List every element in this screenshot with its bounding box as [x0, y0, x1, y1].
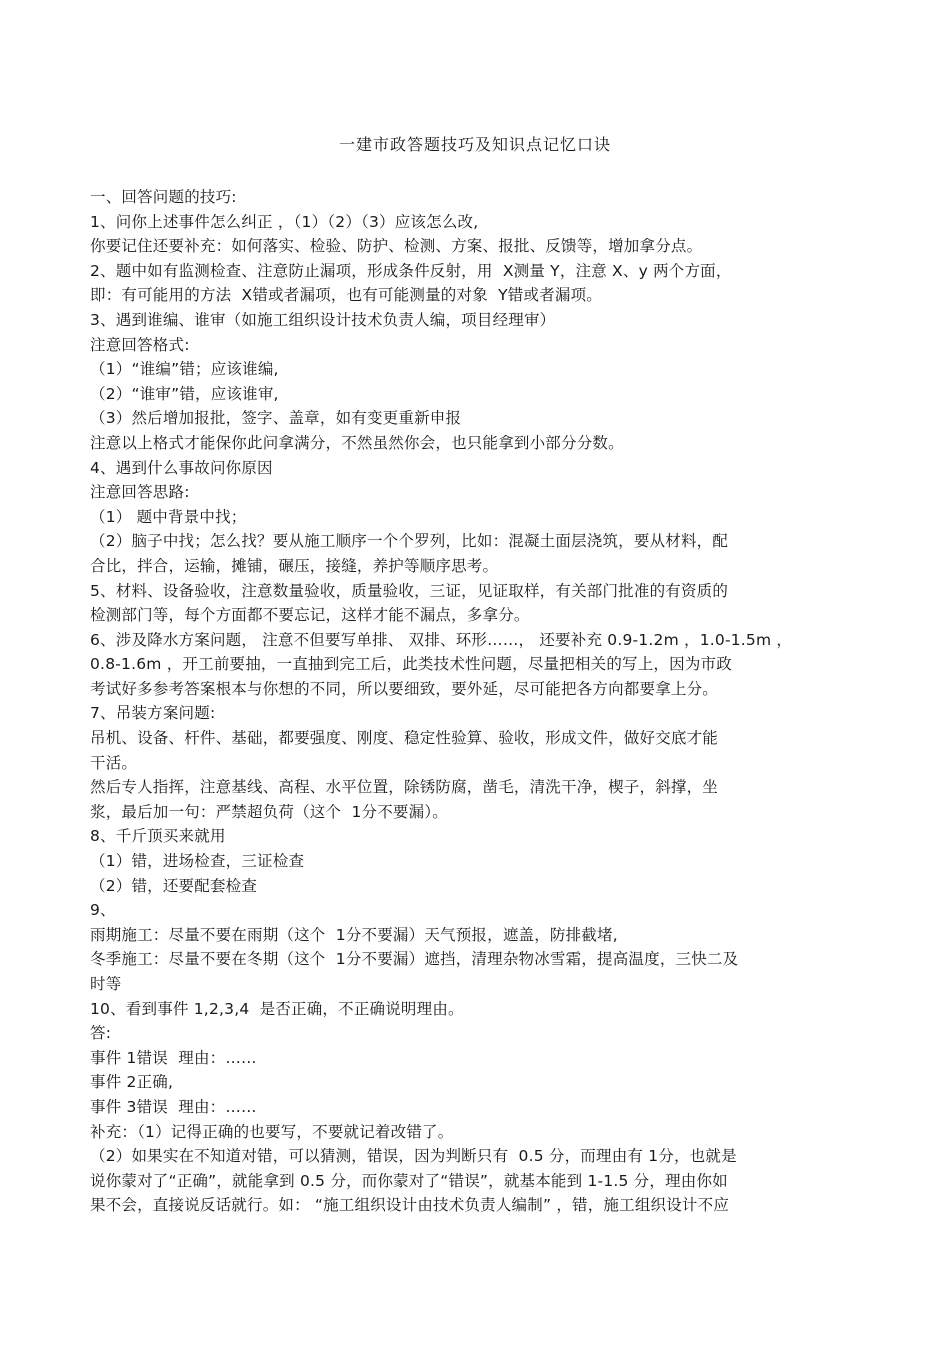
paragraph-line: 吊机、设备、杆件、基础，都要强度、刚度、稳定性验算、验收，形成文件，做好交底才能 [90, 729, 719, 748]
paragraph-line: 冬季施工：尽量不要在冬期（这个 1分不要漏）遮挡，清理杂物冰雪霜，提高温度，三快二及 [90, 950, 739, 969]
paragraph-line: 注意回答思路: [90, 483, 190, 502]
paragraph-line: 8、千斤顶买来就用 [90, 827, 226, 846]
paragraph-line: 然后专人指挥，注意基线、高程、水平位置，除锈防腐，凿毛，清洗干净，楔子，斜撑，坐 [90, 778, 719, 797]
paragraph-line: 事件 2正确, [90, 1073, 174, 1092]
paragraph-line: （2）错，还要配套检查 [90, 876, 258, 895]
paragraph-line: 6、涉及降水方案问题， 注意不但要写单排、 双排、环形……， 还要补充 0.9-1.2m ，1.0-1.5m ， [90, 630, 793, 649]
paragraph-line: 检测部门等，每个方面都不要忘记，这样才能不漏点，多拿分。 [90, 606, 530, 625]
paragraph-line: 干活。 [90, 753, 138, 772]
paragraph-line: （1）“谁编”错；应该谁编, [90, 360, 279, 379]
paragraph-line: 9、 [90, 901, 116, 920]
paragraph-line: 雨期施工：尽量不要在雨期（这个 1分不要漏）天气预报，遮盖，防排截堵, [90, 925, 618, 944]
paragraph-line: 7、吊装方案问题: [90, 704, 216, 723]
paragraph-line: 10、看到事件 1,2,3,4 是否正确，不正确说明理由。 [90, 999, 464, 1018]
paragraph-line: 即：有可能用的方法 X错或者漏项，也有可能测量的对象 Y错或者漏项。 [90, 286, 602, 305]
paragraph-line: （2）“谁审”错，应该谁审, [90, 384, 279, 403]
paragraph-line: 说你蒙对了“正确”，就能拿到 0.5 分，而你蒙对了“错误”，就基本能到 1-1.5 分，理由你如 [90, 1171, 728, 1190]
paragraph-line: （1）错，进场检查，三证检查 [90, 852, 305, 871]
paragraph-line: 一、回答问题的技巧: [90, 188, 237, 206]
paragraph-line: 时等 [90, 975, 122, 993]
paragraph-line: 事件 1错误 理由：…… [90, 1048, 257, 1067]
paragraph-line: 5、材料、设备验收，注意数量验收，质量验收，三证，见证取样，有关部门批准的有资质的 [90, 581, 729, 600]
document-body [90, 185, 870, 1218]
paragraph-line: 注意以上格式才能保你此问拿满分，不然虽然你会，也只能拿到小部分分数。 [90, 433, 624, 452]
paragraph-line: 合比，拌合，运输，摊铺，碾压，接缝，养护等顺序思考。 [90, 556, 499, 575]
paragraph-line: 补充：（1）记得正确的也要写，不要就记着改错了。 [90, 1122, 454, 1141]
document-title: 一建市政答题技巧及知识点记忆口诀 [338, 135, 611, 154]
paragraph-line: 你要记住还要补充：如何落实、检验、防护、检测、方案、报批、反馈等，增加拿分点。 [90, 237, 703, 256]
paragraph-line: 考试好多参考答案根本与你想的不同，所以要细致，要外延，尽可能把各方向都要拿上分。 [90, 679, 719, 698]
paragraph-line: （2）如果实在不知道对错，可以猜测，错误，因为判断只有 0.5 分，而理由有 1分，也就是 [90, 1147, 737, 1166]
paragraph-line: 注意回答格式: [90, 335, 190, 354]
paragraph-line: 4、遇到什么事故问你原因 [90, 458, 273, 477]
paragraph-line: 浆，最后加一句：严禁超负荷（这个 1分不要漏）。 [90, 802, 448, 821]
paragraph-line: 0.8-1.6m ，开工前要抽，一直抽到完工后，此类技术性问题，尽量把相关的写上，因为市政 [90, 655, 732, 674]
paragraph-line: 果不会，直接说反话就行。如： “施工组织设计由技术负责人编制” ，错，施工组织设计不应 [90, 1196, 730, 1215]
paragraph-line: 事件 3错误 理由：…… [90, 1097, 257, 1116]
paragraph-line: 3、遇到谁编、谁审（如施工组织设计技术负责人编，项目经理审） [90, 310, 556, 329]
paragraph-line: 答: [90, 1024, 112, 1043]
paragraph-line: （1） 题中背景中找； [90, 507, 247, 526]
paragraph-line: （3）然后增加报批，签字、盖章，如有变更重新申报 [90, 409, 462, 428]
paragraph-line: 2、题中如有监测检查、注意防止漏项，形成条件反射，用 X测量 Y，注意 X、y 两个方面， [90, 261, 732, 280]
paragraph-line: 1、问你上述事件怎么纠正 ，（1）（2）（3）应该怎么改, [90, 212, 479, 231]
paragraph-line: （2）脑子中找；怎么找？要从施工顺序一个个罗列，比如：混凝土面层浇筑，要从材料，配 [90, 532, 729, 551]
